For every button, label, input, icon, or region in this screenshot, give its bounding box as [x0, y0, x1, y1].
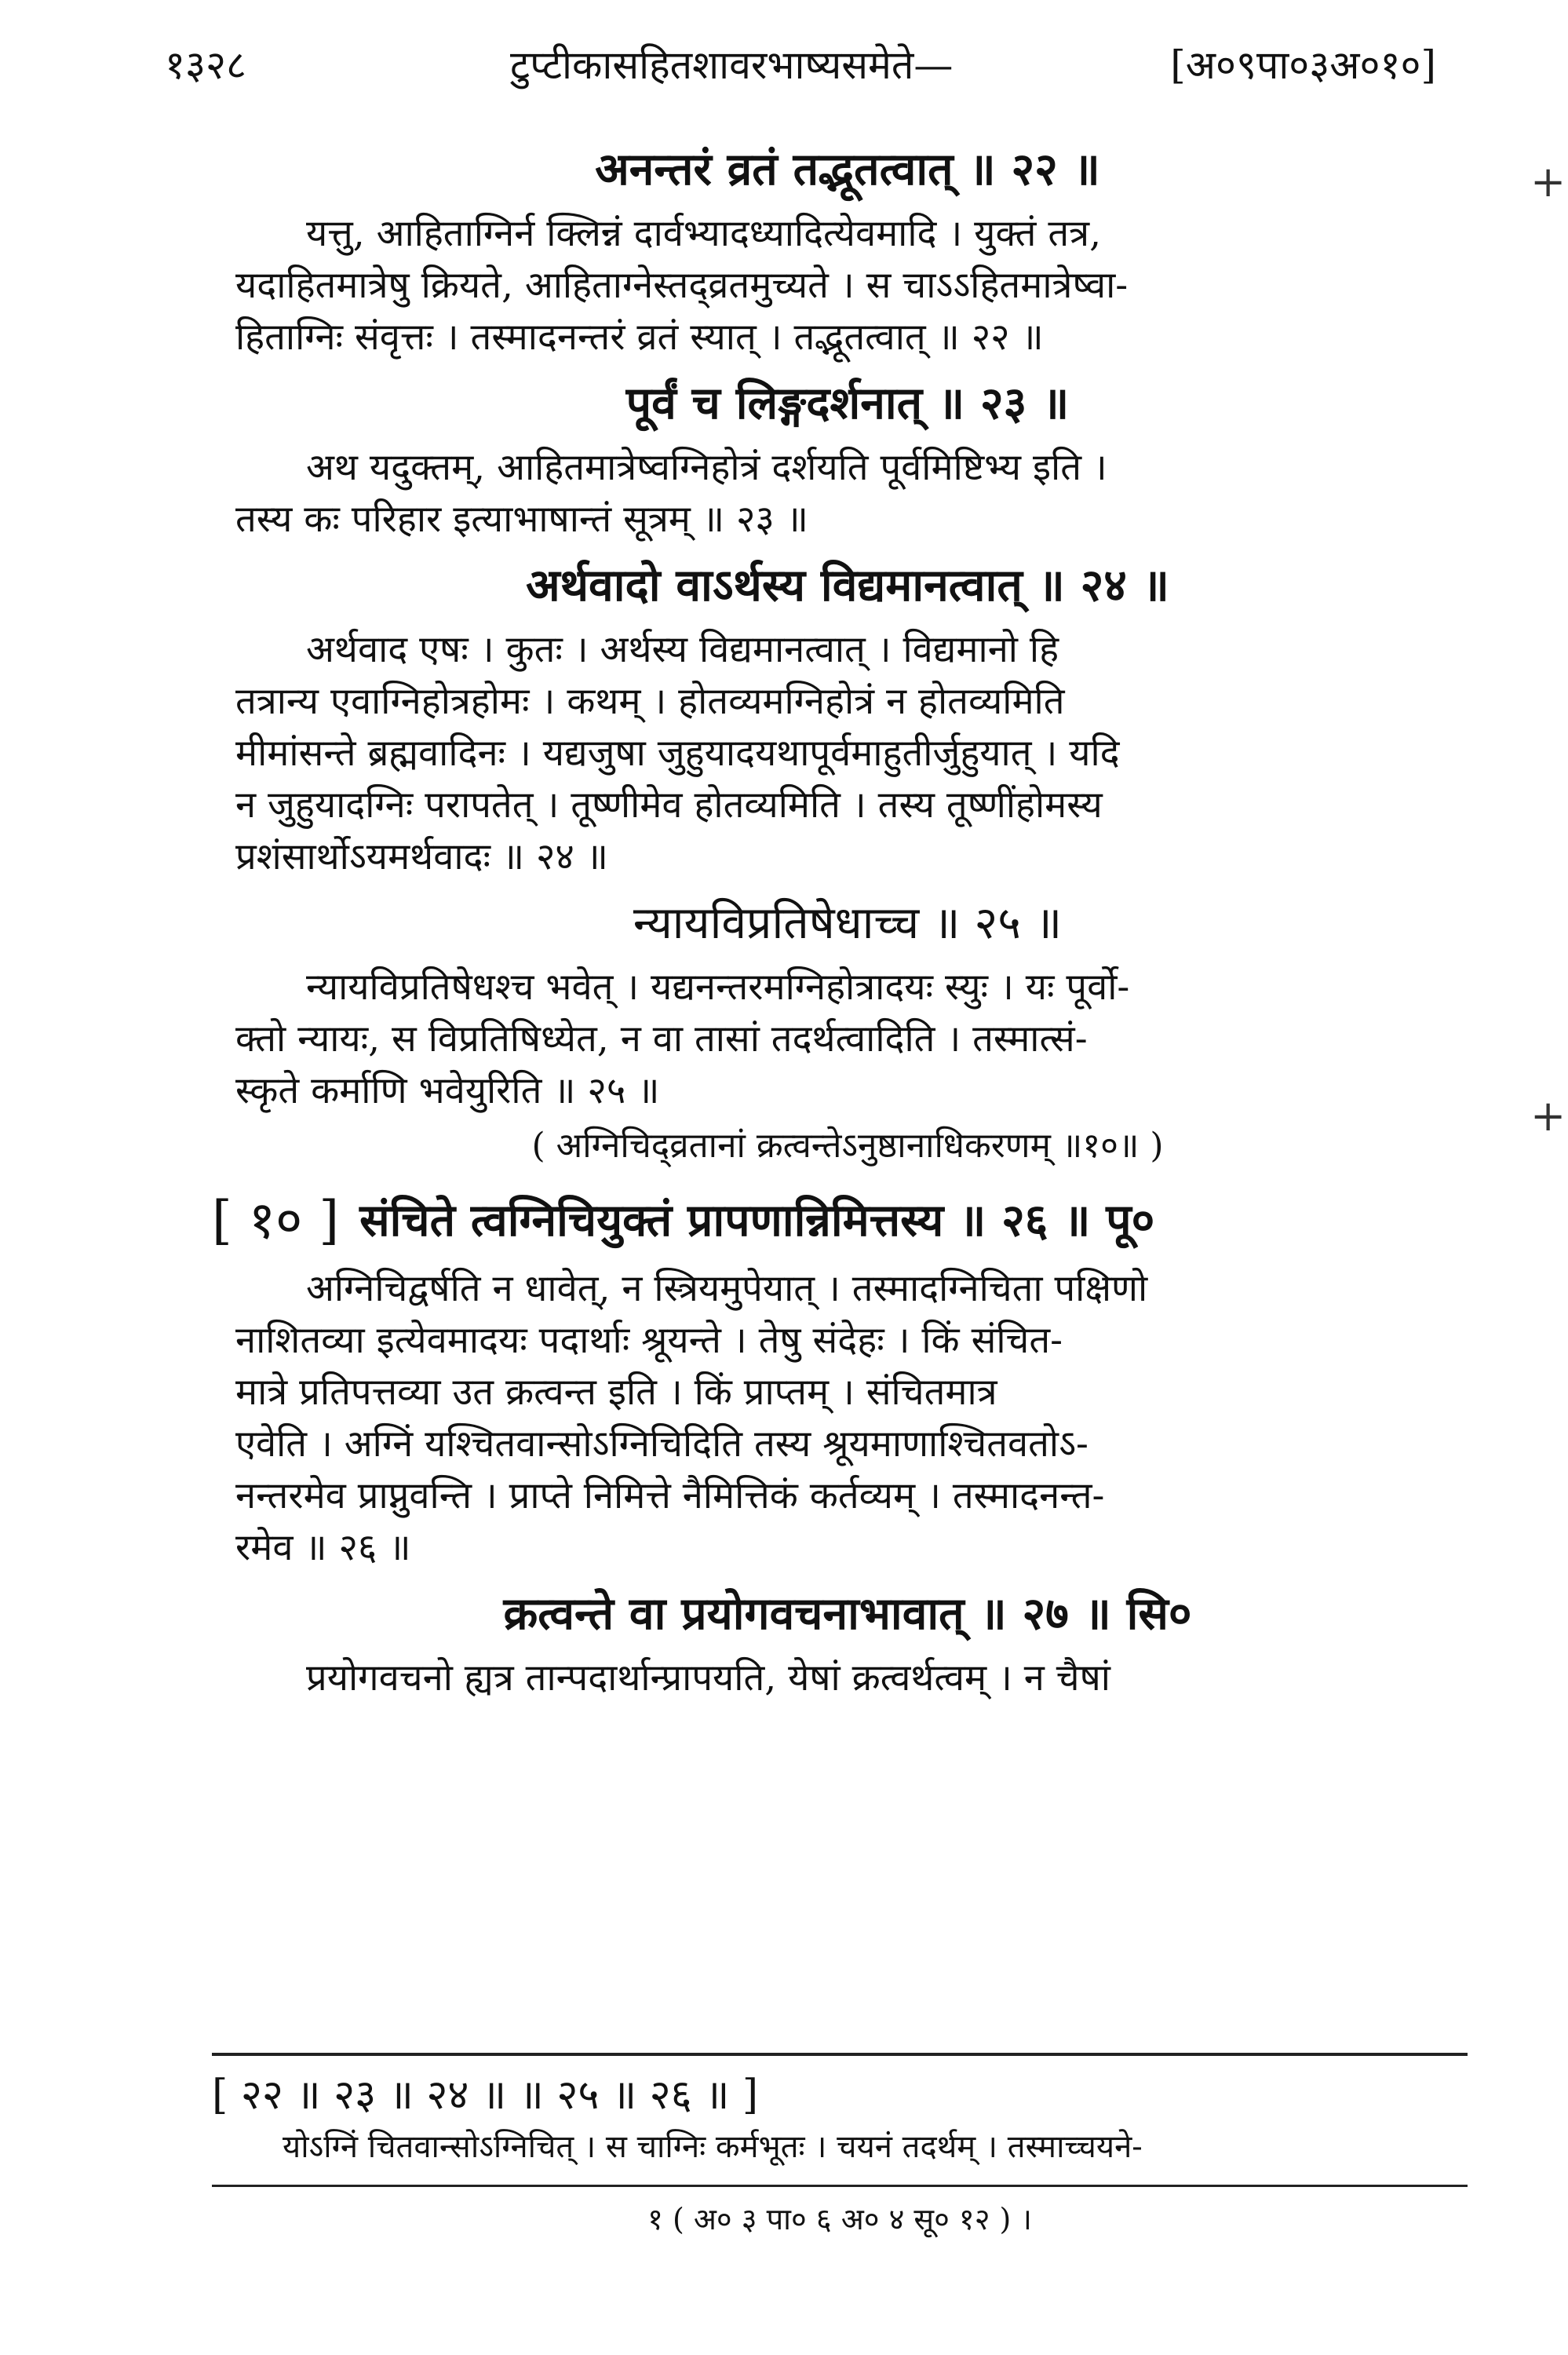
adhikarana-number: [ १० ] — [212, 1190, 340, 1251]
commentary-line: तस्य कः परिहार इत्याभाषान्तं सूत्रम् ॥ २३ ॥ — [235, 498, 808, 541]
page-header — [165, 22, 1436, 108]
sutra-heading: पूर्वं च लिङ्गदर्शनात् ॥ २३ ॥ — [625, 377, 1070, 429]
commentary-line: यत्तु, आहिताग्निर्न क्लिन्नं दार्वभ्यादध्यादित्येवमादि । युक्तं तत्र, — [306, 212, 1102, 255]
margin-mark: + — [1530, 157, 1566, 206]
commentary-line: यदाहितमात्रेषु क्रियते, आहिताग्नेस्तद्व्रतमुच्यते । स चाऽऽहितमात्रेष्वा- — [235, 264, 1129, 307]
sutra-heading: अर्थवादो वाऽर्थस्य विद्यमानत्वात् ॥ २४ ॥ — [526, 559, 1169, 612]
commentary-line: अर्थवाद एषः । कुतः । अर्थस्य विद्यमानत्वात् । विद्यमानो हि — [306, 628, 1059, 671]
footnote-text: योऽग्निं चितवान्सोऽग्निचित् । स चाग्निः कर्मभूतः । चयनं तदर्थम् । तस्माच्चयने- — [212, 2123, 1468, 2187]
sutra-heading-numbered — [212, 1181, 1460, 1260]
commentary-paragraph — [235, 1652, 1460, 1704]
commentary-line: न्यायविप्रतिषेधश्च भवेत् । यद्यनन्तरमग्निहोत्रादयः स्युः । यः पूर्वो- — [306, 966, 1130, 1009]
commentary-line: स्कृते कर्माणि भवेयुरिति ॥ २५ ॥ — [235, 1069, 660, 1112]
commentary-line: मीमांसन्ते ब्रह्मवादिनः । यद्यजुषा जुहुयादयथापूर्वमाहुतीर्जुहुयात् । यदि — [235, 732, 1120, 775]
running-title: टुप्टीकासहितशावरभाष्यसमेते— — [510, 42, 954, 88]
adhikarana-title: ( अग्निचिद्व्रतानां क्रत्वन्तेऽनुष्ठानाधिकरणम् ॥१०॥ ) — [531, 1126, 1164, 1166]
sutra-heading: न्यायविप्रतिषेधाच्च ॥ २५ ॥ — [633, 897, 1063, 949]
commentary-line: न जुहुयादग्निः परापतेत् । तूष्णीमेव होतव्यमिति । तस्य तूष्णींहोमस्य — [235, 783, 1103, 827]
commentary-line: नन्तरमेव प्राप्नुवन्ति । प्राप्ते निमित्ते नैमित्तिकं कर्तव्यम् । तस्मादनन्त- — [235, 1474, 1105, 1517]
footnote-cross-reference: १ ( अ० ३ पा० ६ अ० ४ सू० १२ ) । — [647, 2202, 1032, 2236]
commentary-paragraph — [235, 442, 1460, 546]
margin-mark: + — [1530, 1091, 1566, 1141]
commentary-paragraph — [235, 1263, 1460, 1574]
commentary-line: नाशितव्या इत्येवमादयः पदार्थाः श्रूयन्ते । तेषु संदेहः । किं संचित- — [235, 1319, 1063, 1362]
commentary-line: हिताग्निः संवृत्तः । तस्मादनन्तरं व्रतं स्यात् । तद्भूतत्वात् ॥ २२ ॥ — [235, 316, 1044, 359]
commentary-line: तत्रान्य एवाग्निहोत्रहोमः । कथम् । होतव्यमग्निहोत्रं न होतव्यमिति — [235, 680, 1065, 723]
main-text — [212, 130, 1460, 1704]
commentary-line: प्रयोगवचनो ह्यत्र तान्पदार्थान्प्रापयति, येषां क्रत्वर्थत्वम् । न चैषां — [306, 1656, 1110, 1700]
footnote-sutra-numbers: [ २२ ॥ २३ ॥ २४ ॥ ॥ २५ ॥ २६ ॥ ] — [212, 2072, 759, 2119]
commentary-line: एवेति । अग्निं यश्चितवान्सोऽग्निचिदिति तस्य श्रूयमाणाश्चितवतोऽ- — [235, 1422, 1088, 1466]
sutra-heading: अनन्तरं व्रतं तद्भूतत्वात् ॥ २२ ॥ — [595, 143, 1100, 195]
commentary-line: रमेव ॥ २६ ॥ — [235, 1526, 411, 1569]
commentary-paragraph — [235, 208, 1460, 363]
sutra-heading: क्रत्वन्ते वा प्रयोगवचनाभावात् ॥ २७ ॥ सि० — [503, 1587, 1192, 1640]
page-number: १३२८ — [165, 42, 246, 88]
commentary-line: क्तो न्यायः, स विप्रतिषिध्येत, न वा तासां तदर्थत्वादिति । तस्मात्सं- — [235, 1017, 1088, 1061]
commentary-line: अग्निचिद्वर्षति न धावेत्, न स्त्रियमुपेयात् । तस्मादग्निचिता पक्षिणो — [306, 1267, 1148, 1310]
section-reference: [अ०९पा०३अ०१०] — [1170, 42, 1436, 88]
sutra-text: संचिते त्वग्निचियुक्तं प्रापणान्निमित्तस्य ॥ २६ ॥ पू० — [359, 1194, 1155, 1247]
commentary-line: अथ यदुक्तम्, आहितमात्रेष्वग्निहोत्रं दर्शयति पूर्वमिष्टिभ्य इति । — [306, 446, 1107, 489]
commentary-line: मात्रे प्रतिपत्तव्या उत क्रत्वन्त इति । किं प्राप्तम् । संचितमात्र — [235, 1371, 997, 1414]
commentary-paragraph — [235, 624, 1460, 883]
commentary-line: प्रशंसार्थोऽयमर्थवादः ॥ २४ ॥ — [235, 835, 608, 878]
commentary-paragraph — [235, 962, 1460, 1117]
footnotes — [212, 2053, 1468, 2247]
